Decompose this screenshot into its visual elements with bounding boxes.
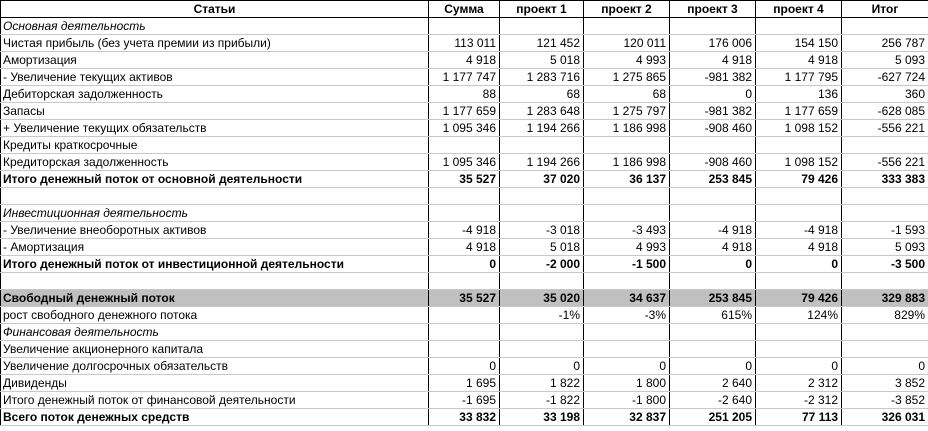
- table-row: [1, 273, 928, 290]
- row-label[interactable]: - Увеличение внеоборотных активов: [1, 222, 429, 239]
- value-cell[interactable]: [429, 273, 500, 290]
- value-cell[interactable]: 33 198: [500, 409, 584, 426]
- value-cell[interactable]: 0: [429, 256, 500, 273]
- table-row: [1, 120, 928, 137]
- value-cell[interactable]: -4 918: [429, 222, 500, 239]
- column-header-project-4: проект 4: [756, 1, 842, 18]
- row-label[interactable]: Дебиторская задолженность: [1, 86, 429, 103]
- value-cell[interactable]: [429, 18, 500, 35]
- value-cell[interactable]: -627 724: [842, 69, 928, 86]
- value-cell[interactable]: 176 006: [670, 35, 756, 52]
- value-cell[interactable]: 256 787: [842, 35, 928, 52]
- table-row: [1, 341, 928, 358]
- value-cell[interactable]: 4 918: [756, 52, 842, 69]
- value-cell[interactable]: -2 000: [500, 256, 584, 273]
- value-cell[interactable]: -1 800: [584, 392, 670, 409]
- column-header-project-1: проект 1: [500, 1, 584, 18]
- row-label[interactable]: Инвестиционная деятельность: [1, 205, 429, 222]
- value-cell[interactable]: -556 221: [842, 154, 928, 171]
- value-cell[interactable]: [429, 188, 500, 205]
- value-cell[interactable]: 0: [670, 86, 756, 103]
- table-row: [1, 239, 928, 256]
- value-cell[interactable]: 1 177 747: [429, 69, 500, 86]
- table-row: [1, 307, 928, 324]
- value-cell[interactable]: 35 527: [429, 171, 500, 188]
- value-cell[interactable]: [670, 324, 756, 341]
- value-cell[interactable]: -908 460: [670, 120, 756, 137]
- value-cell[interactable]: 615%: [670, 307, 756, 324]
- value-cell[interactable]: 36 137: [584, 171, 670, 188]
- value-cell[interactable]: [756, 341, 842, 358]
- value-cell[interactable]: -628 085: [842, 103, 928, 120]
- value-cell[interactable]: 136: [756, 86, 842, 103]
- value-cell[interactable]: -3 852: [842, 392, 928, 409]
- value-cell[interactable]: 4 918: [756, 239, 842, 256]
- value-cell[interactable]: 3 852: [842, 375, 928, 392]
- value-cell[interactable]: [756, 205, 842, 222]
- value-cell[interactable]: [584, 324, 670, 341]
- table-row: [1, 52, 928, 69]
- value-cell[interactable]: [842, 273, 928, 290]
- table-row: [1, 18, 928, 35]
- value-cell[interactable]: -556 221: [842, 120, 928, 137]
- table-row: [1, 358, 928, 375]
- value-cell[interactable]: 68: [584, 86, 670, 103]
- value-cell[interactable]: [429, 205, 500, 222]
- table-row: [1, 392, 928, 409]
- value-cell[interactable]: 68: [500, 86, 584, 103]
- value-cell[interactable]: 34 637: [584, 290, 670, 307]
- row-label[interactable]: Увеличение акционерного капитала: [1, 341, 429, 358]
- value-cell[interactable]: 5 018: [500, 239, 584, 256]
- value-cell[interactable]: [429, 307, 500, 324]
- value-cell[interactable]: 1 800: [584, 375, 670, 392]
- table-row: [1, 188, 928, 205]
- value-cell[interactable]: [429, 137, 500, 154]
- value-cell[interactable]: 37 020: [500, 171, 584, 188]
- value-cell[interactable]: [584, 273, 670, 290]
- value-cell[interactable]: 0: [670, 358, 756, 375]
- value-cell[interactable]: [670, 273, 756, 290]
- value-cell[interactable]: [584, 137, 670, 154]
- value-cell[interactable]: -4 918: [670, 222, 756, 239]
- row-label[interactable]: Финансовая деятельность: [1, 324, 429, 341]
- column-header-project-3: проект 3: [670, 1, 756, 18]
- column-header-project-2: проект 2: [584, 1, 670, 18]
- value-cell[interactable]: 1 695: [429, 375, 500, 392]
- table-row: [1, 86, 928, 103]
- value-cell[interactable]: [670, 341, 756, 358]
- value-cell[interactable]: 1 098 152: [756, 120, 842, 137]
- row-label[interactable]: рост свободного денежного потока: [1, 307, 429, 324]
- value-cell[interactable]: -2 640: [670, 392, 756, 409]
- value-cell[interactable]: [584, 18, 670, 35]
- value-cell[interactable]: [500, 205, 584, 222]
- table-row: [1, 103, 928, 120]
- value-cell[interactable]: 326 031: [842, 409, 928, 426]
- row-label[interactable]: + Увеличение текущих обязательств: [1, 120, 429, 137]
- value-cell[interactable]: 35 527: [429, 290, 500, 307]
- value-cell[interactable]: [842, 324, 928, 341]
- table-row: [1, 171, 928, 188]
- value-cell[interactable]: 253 845: [670, 290, 756, 307]
- value-cell[interactable]: -1 500: [584, 256, 670, 273]
- table-row: [1, 137, 928, 154]
- value-cell[interactable]: 1 186 998: [584, 120, 670, 137]
- value-cell[interactable]: [500, 324, 584, 341]
- value-cell[interactable]: [756, 188, 842, 205]
- value-cell[interactable]: 88: [429, 86, 500, 103]
- value-cell[interactable]: -981 382: [670, 69, 756, 86]
- row-label[interactable]: Чистая прибыль (без учета премии из прибыли): [1, 35, 429, 52]
- value-cell[interactable]: 5 093: [842, 239, 928, 256]
- value-cell[interactable]: 253 845: [670, 171, 756, 188]
- value-cell[interactable]: 2 312: [756, 375, 842, 392]
- value-cell[interactable]: 124%: [756, 307, 842, 324]
- value-cell[interactable]: [670, 137, 756, 154]
- value-cell[interactable]: 2 640: [670, 375, 756, 392]
- table-row: [1, 69, 928, 86]
- table-row: [1, 222, 928, 239]
- value-cell[interactable]: 4 918: [670, 239, 756, 256]
- value-cell[interactable]: [756, 324, 842, 341]
- value-cell[interactable]: -981 382: [670, 103, 756, 120]
- value-cell[interactable]: [842, 188, 928, 205]
- table-row: [1, 324, 928, 341]
- column-header-sum: Сумма: [429, 1, 500, 18]
- value-cell[interactable]: 121 452: [500, 35, 584, 52]
- value-cell[interactable]: [756, 273, 842, 290]
- value-cell[interactable]: 1 283 648: [500, 103, 584, 120]
- value-cell[interactable]: -3 500: [842, 256, 928, 273]
- header-row: [1, 1, 928, 18]
- row-label[interactable]: Итого денежный поток от инвестиционной деятельности: [1, 256, 429, 273]
- row-label[interactable]: - Увеличение текущих активов: [1, 69, 429, 86]
- value-cell[interactable]: [584, 205, 670, 222]
- table-row: [1, 375, 928, 392]
- value-cell[interactable]: 1 098 152: [756, 154, 842, 171]
- row-label[interactable]: Итого денежный поток от основной деятельности: [1, 171, 429, 188]
- value-cell[interactable]: 1 177 659: [756, 103, 842, 120]
- value-cell[interactable]: [500, 18, 584, 35]
- value-cell[interactable]: [842, 18, 928, 35]
- value-cell[interactable]: 1 095 346: [429, 120, 500, 137]
- value-cell[interactable]: [500, 273, 584, 290]
- value-cell[interactable]: 1 194 266: [500, 120, 584, 137]
- value-cell[interactable]: [584, 341, 670, 358]
- value-cell[interactable]: -1 695: [429, 392, 500, 409]
- row-label[interactable]: Итого денежный поток от финансовой деятельности: [1, 392, 429, 409]
- value-cell[interactable]: -2 312: [756, 392, 842, 409]
- value-cell[interactable]: [756, 137, 842, 154]
- value-cell[interactable]: [842, 137, 928, 154]
- value-cell[interactable]: 1 194 266: [500, 154, 584, 171]
- value-cell[interactable]: 79 426: [756, 290, 842, 307]
- value-cell[interactable]: [584, 188, 670, 205]
- value-cell[interactable]: [429, 341, 500, 358]
- value-cell[interactable]: 5 093: [842, 52, 928, 69]
- value-cell[interactable]: -1 593: [842, 222, 928, 239]
- table-row: [1, 154, 928, 171]
- value-cell[interactable]: 32 837: [584, 409, 670, 426]
- value-cell[interactable]: 154 150: [756, 35, 842, 52]
- value-cell[interactable]: 0: [756, 256, 842, 273]
- row-label[interactable]: Увеличение долгосрочных обязательств: [1, 358, 429, 375]
- value-cell[interactable]: -3%: [584, 307, 670, 324]
- value-cell[interactable]: 120 011: [584, 35, 670, 52]
- value-cell[interactable]: 360: [842, 86, 928, 103]
- value-cell[interactable]: 0: [670, 256, 756, 273]
- value-cell[interactable]: 77 113: [756, 409, 842, 426]
- value-cell[interactable]: 113 011: [429, 35, 500, 52]
- value-cell[interactable]: [500, 137, 584, 154]
- value-cell[interactable]: -1 822: [500, 392, 584, 409]
- value-cell[interactable]: 0: [429, 358, 500, 375]
- value-cell[interactable]: [429, 324, 500, 341]
- row-label[interactable]: Амортизация: [1, 52, 429, 69]
- value-cell[interactable]: -3 018: [500, 222, 584, 239]
- value-cell[interactable]: 1 095 346: [429, 154, 500, 171]
- value-cell[interactable]: 1 275 865: [584, 69, 670, 86]
- value-cell[interactable]: 33 832: [429, 409, 500, 426]
- row-label[interactable]: Всего поток денежных средств: [1, 409, 429, 426]
- value-cell[interactable]: 4 918: [670, 52, 756, 69]
- value-cell[interactable]: 4 993: [584, 239, 670, 256]
- row-label[interactable]: Кредиторская задолженность: [1, 154, 429, 171]
- value-cell[interactable]: 1 177 659: [429, 103, 500, 120]
- value-cell[interactable]: 4 993: [584, 52, 670, 69]
- row-label[interactable]: Кредиты краткосрочные: [1, 137, 429, 154]
- value-cell[interactable]: 1 275 797: [584, 103, 670, 120]
- value-cell[interactable]: [842, 341, 928, 358]
- value-cell[interactable]: 5 018: [500, 52, 584, 69]
- value-cell[interactable]: 329 883: [842, 290, 928, 307]
- column-header-items: Статьи: [1, 1, 429, 18]
- value-cell[interactable]: [670, 18, 756, 35]
- value-cell[interactable]: [670, 205, 756, 222]
- value-cell[interactable]: [756, 18, 842, 35]
- value-cell[interactable]: 79 426: [756, 171, 842, 188]
- value-cell[interactable]: 35 020: [500, 290, 584, 307]
- table-row: [1, 409, 928, 426]
- value-cell[interactable]: [842, 205, 928, 222]
- value-cell[interactable]: 0: [842, 358, 928, 375]
- row-label[interactable]: [1, 273, 429, 290]
- value-cell[interactable]: 0: [584, 358, 670, 375]
- value-cell[interactable]: -4 918: [756, 222, 842, 239]
- row-label[interactable]: Свободный денежный поток: [1, 290, 429, 307]
- value-cell[interactable]: 0: [500, 358, 584, 375]
- value-cell[interactable]: [670, 188, 756, 205]
- value-cell[interactable]: -1%: [500, 307, 584, 324]
- row-label[interactable]: Запасы: [1, 103, 429, 120]
- value-cell[interactable]: 4 918: [429, 239, 500, 256]
- value-cell[interactable]: 1 186 998: [584, 154, 670, 171]
- row-label[interactable]: Основная деятельность: [1, 18, 429, 35]
- table-row: [1, 256, 928, 273]
- value-cell[interactable]: 4 918: [429, 52, 500, 69]
- value-cell[interactable]: [500, 188, 584, 205]
- value-cell[interactable]: 1 283 716: [500, 69, 584, 86]
- value-cell[interactable]: 333 383: [842, 171, 928, 188]
- value-cell[interactable]: [500, 341, 584, 358]
- value-cell[interactable]: 829%: [842, 307, 928, 324]
- value-cell[interactable]: 1 822: [500, 375, 584, 392]
- value-cell[interactable]: 1 177 795: [756, 69, 842, 86]
- value-cell[interactable]: 0: [756, 358, 842, 375]
- row-label[interactable]: [1, 188, 429, 205]
- table-row: [1, 35, 928, 52]
- row-label[interactable]: - Амортизация: [1, 239, 429, 256]
- table-row: [1, 205, 928, 222]
- value-cell[interactable]: 251 205: [670, 409, 756, 426]
- value-cell[interactable]: -3 493: [584, 222, 670, 239]
- row-label[interactable]: Дивиденды: [1, 375, 429, 392]
- column-header-total: Итог: [842, 1, 928, 18]
- table-row: [1, 290, 928, 307]
- value-cell[interactable]: -908 460: [670, 154, 756, 171]
